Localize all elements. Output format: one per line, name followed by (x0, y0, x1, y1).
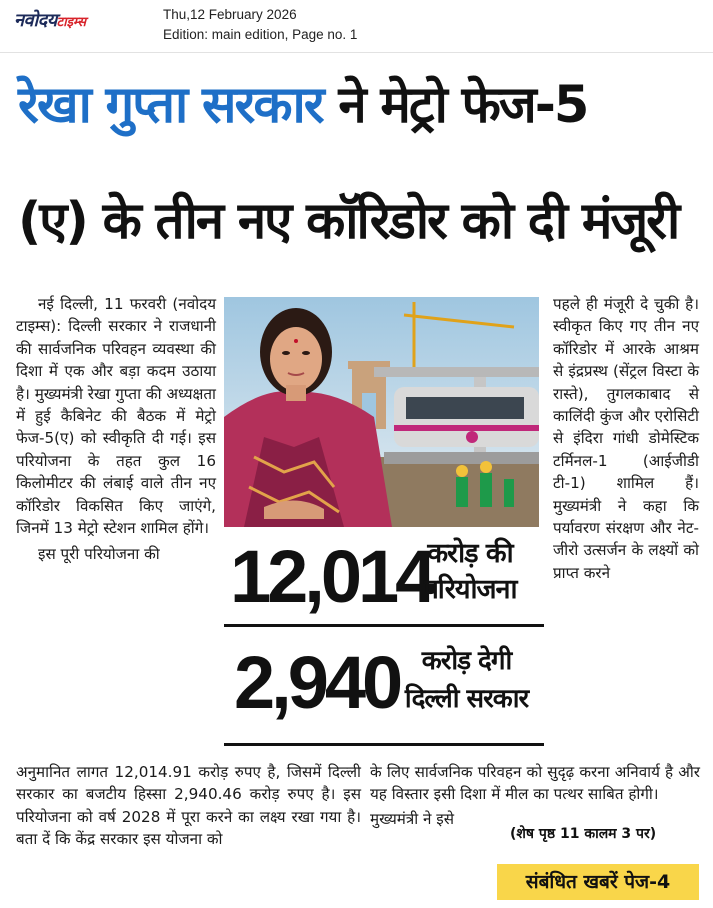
delhi-share-label (394, 642, 539, 718)
edition-line: Edition: main edition, Page no. 1 (163, 27, 358, 42)
project-cost-label-line-2: परियोजना (423, 574, 517, 605)
logo-sub-text: टाइम्स (56, 15, 86, 30)
logo-main-text: नवोदय (14, 10, 57, 31)
headline-line-2: (ए) के तीन नए कॉरिडोर को दी मंजूरी (18, 192, 679, 251)
metro-train-shape (394, 387, 539, 447)
article-bottom-right (370, 761, 700, 830)
article-column-3: पहले ही मंजूरी दे चुकी है। स्वीकृत किए गए तीन नए कॉरिडोर में आरके आश्रम से इंद्रप्रस्थ (सेंट्रल विस्टा के रास्ते), तुगलकाबाद से कालिंदी कुंज और एरोसिटी से इंदिरा गांधी डोमेस्टिक टर्मिनल-1 (आईजीडी टी-1) शामिल हैं। मुख्यमंत्री ने कहा कि पर्यावरण संरक्षण और नेट-जीरो उत्सर्जन के लक्ष्यों को प्राप्त करने (553, 295, 699, 582)
masthead-divider (0, 52, 713, 53)
project-cost-label (402, 536, 538, 608)
figure-divider-2 (224, 743, 544, 746)
figure-box-delhi-share (224, 630, 539, 740)
delhi-share-label-line-2: दिल्ली सरकार (404, 684, 529, 714)
edition-info (163, 5, 357, 45)
delhi-share-label-line-1: करोड़ देगी (421, 646, 512, 676)
article-column-1 (16, 293, 216, 566)
headline-line-1 (18, 76, 588, 135)
article-bottom-right-last: मुख्यमंत्री ने इसे (370, 809, 454, 828)
headline-blue-part: रेखा गुप्ता सरकार (18, 76, 323, 135)
photo-illustration (224, 297, 539, 527)
masthead (0, 0, 713, 52)
delhi-share-number: 2,940 (234, 641, 400, 724)
continued-on-page-note: (शेष पृष्ठ 11 कालम 3 पर) (510, 826, 657, 842)
article-paragraph-1: नई दिल्ली, 11 फरवरी (नवोदय टाइम्स): दिल्ली सरकार ने राजधानी की सार्वजनिक परिवहन व्यवस्था की दिशा में एक और बड़ा कदम उठाया है। मुख्यमंत्री रेखा गुप्ता की अध्यक्षता में हुई कैबिनेट की बैठक में मेट्रो फेज-5(ए) को स्वीकृति दी गई। इस परियोजना के तहत कुल 16 किलोमीटर की लंबाई वाले तीन नए कॉरिडोर विकसित किए जाएंगे, जिनमें 13 मेट्रो स्टेशन शामिल होंगे। (16, 295, 216, 538)
article-bottom-left: अनुमानित लागत 12,014.91 करोड़ रुपए है, जिसमें दिल्ली सरकार का बजटीय हिस्सा 2,940.46 करोड़ रुपए है। इस परियोजना को वर्ष 2028 में पूरा करने का लक्ष्य रखा गया है। बता दें कि केंद्र सरकार इस योजना को (16, 763, 361, 849)
related-news-badge[interactable]: संबंधित खबरें पेज-4 (497, 864, 699, 900)
article-bottom-right-text: के लिए सार्वजनिक परिवहन को सुदृढ़ करना अनिवार्य है और यह विस्तार इसी दिशा में मील का पत्थर साबित होगी। (370, 763, 700, 804)
project-cost-label-line-1: करोड़ की (427, 538, 513, 569)
figure-divider-1 (224, 624, 544, 627)
news-photo (224, 297, 539, 527)
newspaper-logo[interactable] (14, 8, 86, 32)
project-cost-number: 12,014 (230, 535, 433, 618)
date-line: Thu,12 February 2026 (163, 7, 297, 22)
article-paragraph-2-start: इस पूरी परियोजना की (38, 545, 160, 564)
figure-box-project-cost (224, 530, 539, 630)
headline-dark-part: ने मेट्रो फेज-5 (338, 76, 588, 135)
